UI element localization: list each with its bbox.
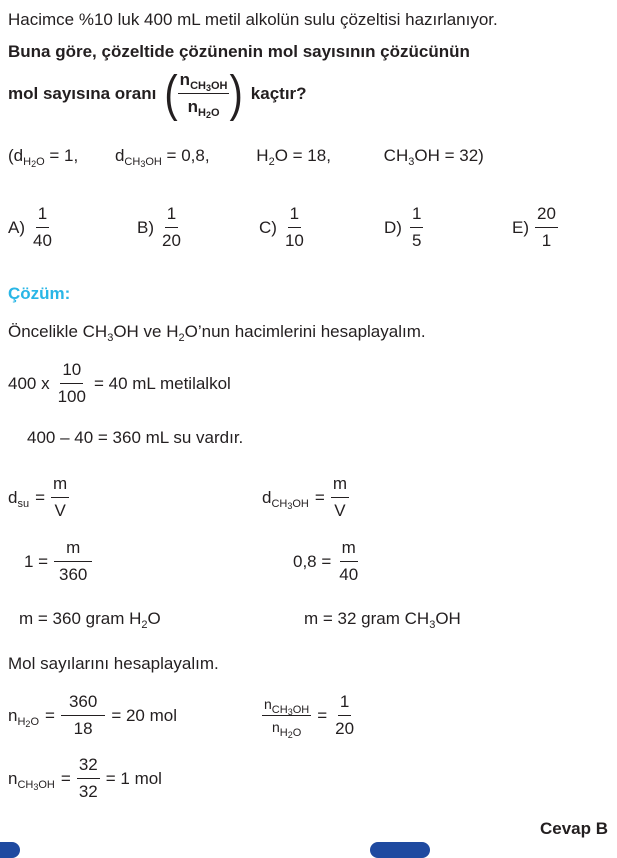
option-b-num: 1 [165, 204, 178, 228]
ratio-result-num: 1 [338, 692, 351, 716]
option-a-letter: A) [8, 217, 25, 237]
d-ch3oh-v: V [334, 501, 346, 520]
given-ch3oh-mass: $CH_3OH = 32$) [383, 146, 484, 168]
d-su-v: V [54, 501, 66, 520]
n-h2o-result: = 20 mol [111, 705, 177, 725]
methanol-den: 40 [339, 565, 359, 584]
n-ch3oh-result: = 1 mol [105, 768, 162, 788]
option-c-letter: C) [259, 217, 277, 237]
ratio-den: n [187, 97, 198, 116]
option-d-num: 1 [410, 204, 423, 228]
option-e[interactable] [512, 204, 558, 251]
ratio-eq: = [317, 705, 328, 725]
d-ch3oh: $d_{CH_3OH}$ [262, 487, 309, 511]
step1-den: 100 [57, 387, 86, 406]
d-ch3oh-eq: = [314, 487, 325, 507]
option-a[interactable] [8, 204, 54, 251]
bottom-decor-left [0, 842, 20, 858]
bottom-decor-mid [370, 842, 430, 858]
water-mass-equation [24, 538, 92, 585]
solution-heading: Çözüm: [8, 284, 71, 303]
question-line-3-start: mol sayısına oranı [8, 83, 157, 103]
question-line-1: Hacimce %10 luk 400 mL metil alkolün sulu çözeltisi hazırlanıyor. [8, 10, 498, 29]
n-ch3oh: $n_{CH_3OH}$ [8, 768, 55, 792]
option-e-letter: E) [512, 217, 529, 237]
d-ch3oh-m: m [331, 474, 349, 498]
water-mass-result: m = 360 gram $H_2O$ [19, 609, 161, 631]
given-d-ch3oh: $d_{CH_3OH} = 0,8$, [114, 146, 210, 169]
option-d[interactable] [384, 204, 423, 251]
n-ch3oh-num: 32 [77, 755, 100, 779]
option-a-num: 1 [36, 204, 49, 228]
n-h2o: $n_{H_2O}$ [8, 705, 39, 729]
option-e-den: 1 [541, 231, 552, 250]
point8-eq: 0,8 = [293, 551, 332, 571]
given-values [8, 146, 484, 169]
step1-lhs: 400 x [8, 373, 50, 393]
methanol-mass-equation [293, 538, 360, 585]
step1-rhs: = 40 mL metilalkol [93, 373, 231, 393]
option-b-den: 20 [162, 231, 181, 250]
mol-methanol-equation [8, 755, 162, 802]
solution-intro: Öncelikle $CH_3OH$ ve $H_2O’nun$ hacimlerini hesaplayalım. [8, 322, 426, 344]
given-d-h2o: ($d_{H_2O} = 1$, [8, 146, 79, 169]
water-m: m [54, 538, 92, 562]
n-h2o-num: 360 [61, 692, 105, 716]
ratio-fraction: $\frac{n_{CH_3OH}}{n_{H_2O}}$ [179, 70, 228, 120]
option-c[interactable] [259, 204, 306, 251]
option-d-den: 5 [411, 231, 422, 250]
d-su-m: m [51, 474, 69, 498]
density-water-formula [8, 474, 69, 521]
methanol-m: m [340, 538, 358, 562]
n-ch3oh-eq: = [60, 768, 71, 788]
option-d-letter: D) [384, 217, 402, 237]
option-a-den: 40 [33, 231, 52, 250]
mol-heading: Mol sayılarını hesaplayalım. [8, 654, 219, 673]
one-eq: 1 = [24, 551, 49, 571]
left-paren: ( [164, 66, 178, 121]
option-e-num: 20 [535, 204, 558, 228]
right-paren: ) [229, 66, 243, 121]
option-b[interactable] [137, 204, 183, 251]
d-su: $d_{su}$ [8, 487, 30, 510]
d-su-eq: = [35, 487, 46, 507]
question-line-2: Buna göre, çözeltide çözünenin mol sayısının çözücünün [8, 42, 470, 61]
mol-water-equation [8, 692, 177, 739]
question-line-3 [8, 66, 307, 121]
water-den: 360 [59, 565, 88, 584]
option-c-den: 10 [284, 231, 304, 250]
mol-ratio-equation: $\frac{n_{CH_3OH}}{n_{H_2O}}$ = $\frac{1}{20}$ [264, 692, 355, 740]
step-volume-water: 400 – 40 = 360 mL su vardır. [27, 428, 244, 447]
ratio-num: n [179, 70, 191, 89]
n-h2o-eq: = [45, 705, 55, 725]
ratio-result-den: 20 [335, 719, 355, 738]
question-line-3-end: kaçtır? [250, 83, 307, 103]
n-h2o-den: 18 [73, 719, 93, 738]
methanol-mass-result: m = 32 gram $CH_3OH$ [304, 609, 461, 631]
n-ch3oh-den: 32 [78, 782, 98, 801]
step-volume-methanol [8, 360, 231, 407]
density-methanol-formula [262, 474, 349, 521]
option-c-num: 1 [288, 204, 301, 228]
given-h2o-mass: $H_2O = 18$, [256, 146, 331, 168]
step1-num: 10 [60, 360, 83, 384]
option-b-letter: B) [137, 217, 154, 237]
answer-label: Cevap B [539, 819, 608, 838]
